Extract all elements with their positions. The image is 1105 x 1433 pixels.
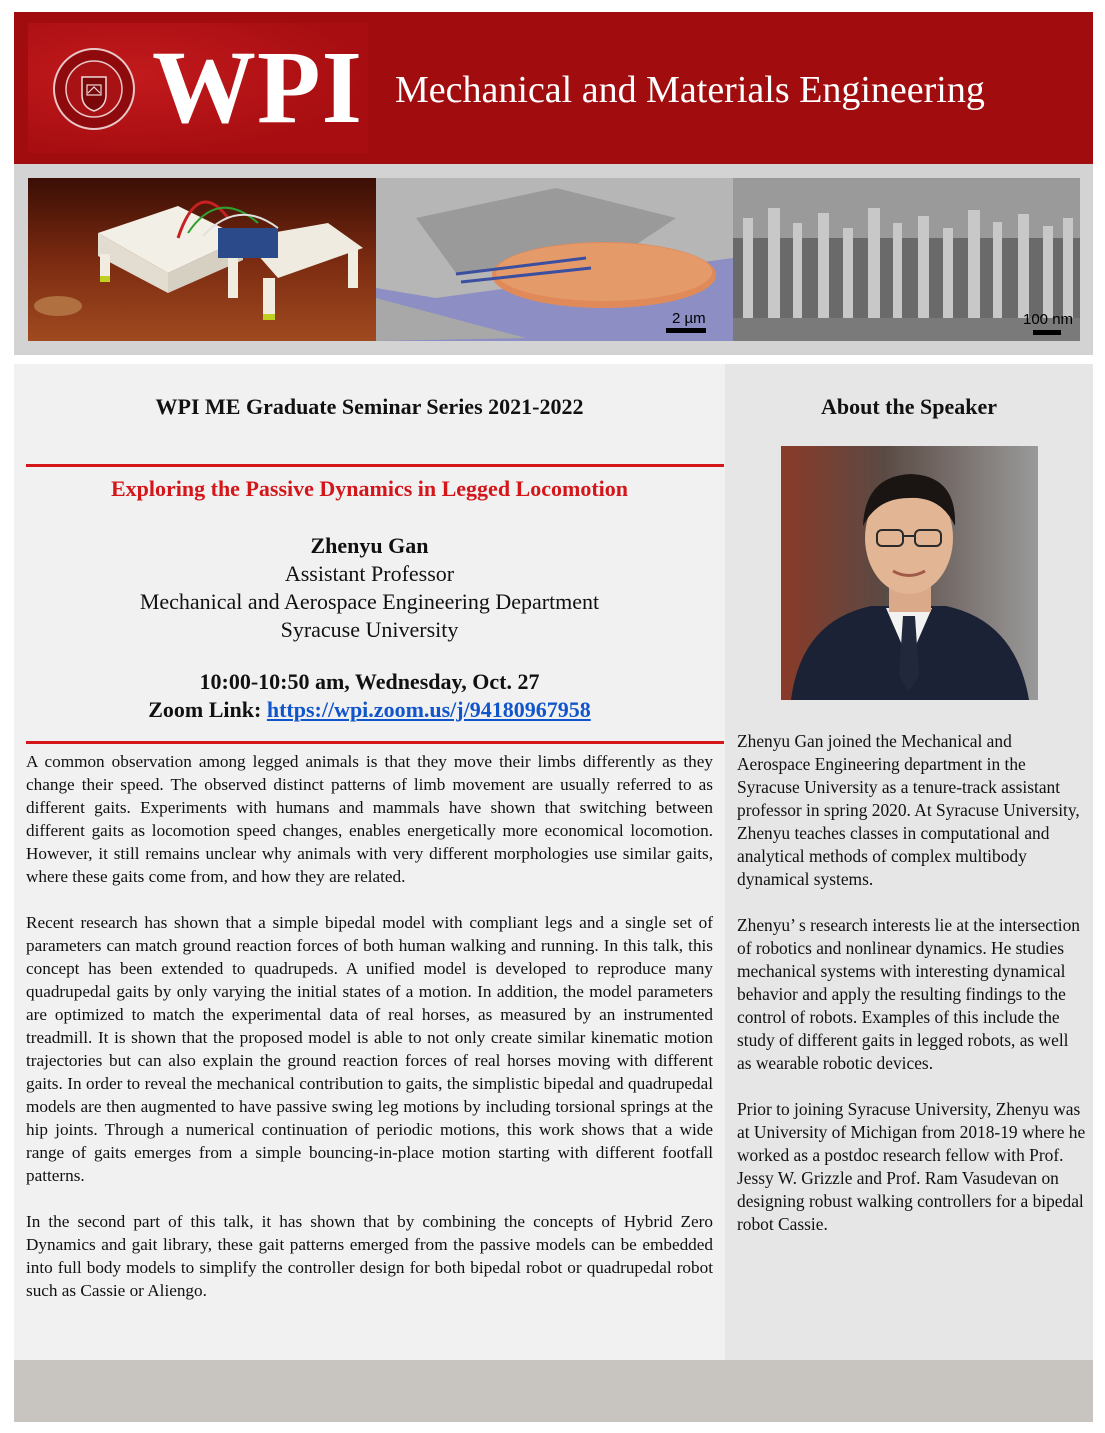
top-divider — [26, 464, 724, 467]
research-image-band — [14, 164, 1093, 355]
scale-bar-100nm: 100 nm — [1023, 311, 1074, 328]
zoom-link[interactable]: https://wpi.zoom.us/j/94180967958 — [266, 697, 591, 722]
speaker-info — [14, 532, 725, 644]
mems-disk-micrograph — [376, 178, 733, 341]
scale-bar-2um: 2 µm — [672, 310, 706, 327]
speaker-position: Assistant Professor — [284, 561, 455, 586]
speaker-bio — [737, 730, 1087, 1259]
about-heading: About the Speaker — [820, 394, 997, 419]
abstract — [26, 750, 713, 1325]
origami-robot-photo — [28, 178, 376, 341]
bio-paragraph: Zhenyu Gan joined the Mechanical and Aerospace Engineering department in the Syracuse University as a tenure-track assistant professor in spring 2020. At Syracuse University, Zhenyu teaches classes in computational and analytical methods of complex multibody dynamical systems. — [737, 731, 1080, 889]
seminar-series-title: WPI ME Graduate Seminar Series 2021-2022 — [155, 394, 584, 419]
abstract-paragraph: In the second part of this talk, it has shown that by combining the concepts of Hybrid Zero Dynamics and gait library, these gait patterns emerged from the passive models can be embedded into full body models to simplify the controller design for both bipedal robot or quadrupedal robot such as Cassie or Aliengo. — [26, 1212, 713, 1300]
header-banner — [14, 12, 1093, 164]
wpi-logo-text: WPI — [152, 30, 363, 145]
event-details — [14, 668, 725, 724]
abstract-paragraph: A common observation among legged animals is that they move their limbs differently as they change their speed. The observed distinct patterns of limb movement are usually referred to as different gaits. Experiments with humans and mammals have shown that switching between different gaits as locomotion speed changes, enables energetically more economical locomotion. However, it still remains unclear why animals with very different morphologies use similar gaits, where these gaits come from, and how they are related. — [26, 752, 713, 886]
abstract-paragraph: Recent research has shown that a simple bipedal model with compliant legs and a single set of parameters can match ground reaction forces of both human walking and running. In this talk, this concept has been extended to quadrupeds. A unified model is developed to reproduce many quadrupedal gaits by only varying the initial states of a motion. In addition, the model parameters are optimized to match the experimental data of real horses, as measured by an instrumented treadmill. It is shown that the proposed model is able to not only create similar kinematic motion trajectories but can also explain the ground reaction forces of real horses moving with different gaits. In order to reveal the mechanical contribution to gaits, the simplistic bipedal and quadrupedal models are then augmented to have passive swing leg motions by including torsional springs at the hip joints. Through a numerical continuation of periodic motions, this work shows that a wide range of gaits emerges from a simple bouncing-in-place motion starting with different footfall patterns. — [26, 913, 713, 1185]
zoom-line — [14, 696, 725, 724]
zoom-label: Zoom Link: — [148, 697, 262, 722]
bio-paragraph: Prior to joining Syracuse University, Zhenyu was at University of Michigan from 2018-19 where he worked as a postdoc research fellow with Prof. Jessy W. Grizzle and Prof. Ram Vasudevan on designing robust walking controllers for a bipedal robot Cassie. — [737, 1099, 1086, 1234]
speaker-name: Zhenyu Gan — [310, 533, 429, 558]
nanowire-micrograph — [733, 178, 1080, 341]
about-speaker-panel — [725, 364, 1093, 1360]
department-name: Mechanical and Materials Engineering — [395, 69, 985, 111]
event-time: 10:00-10:50 am, Wednesday, Oct. 27 — [199, 669, 540, 694]
speaker-portrait — [781, 446, 1038, 700]
speaker-university: Syracuse University — [280, 617, 459, 642]
footer-bar — [14, 1360, 1093, 1422]
wpi-seal-icon — [52, 47, 136, 131]
bio-paragraph: Zhenyu’ s research interests lie at the intersection of robotics and nonlinear dynamics. He studies mechanical systems with interesting dynamical behavior and apply the resulting findings to the control of robots. Examples of this include the study of different gaits in legged robots, as well as wearable robotic devices. — [737, 915, 1081, 1073]
bottom-divider — [26, 741, 724, 744]
talk-title: Exploring the Passive Dynamics in Legged Locomotion — [110, 476, 628, 501]
seminar-panel — [14, 364, 725, 1360]
wpi-logo — [28, 23, 368, 153]
speaker-department: Mechanical and Aerospace Engineering Department — [139, 589, 600, 614]
